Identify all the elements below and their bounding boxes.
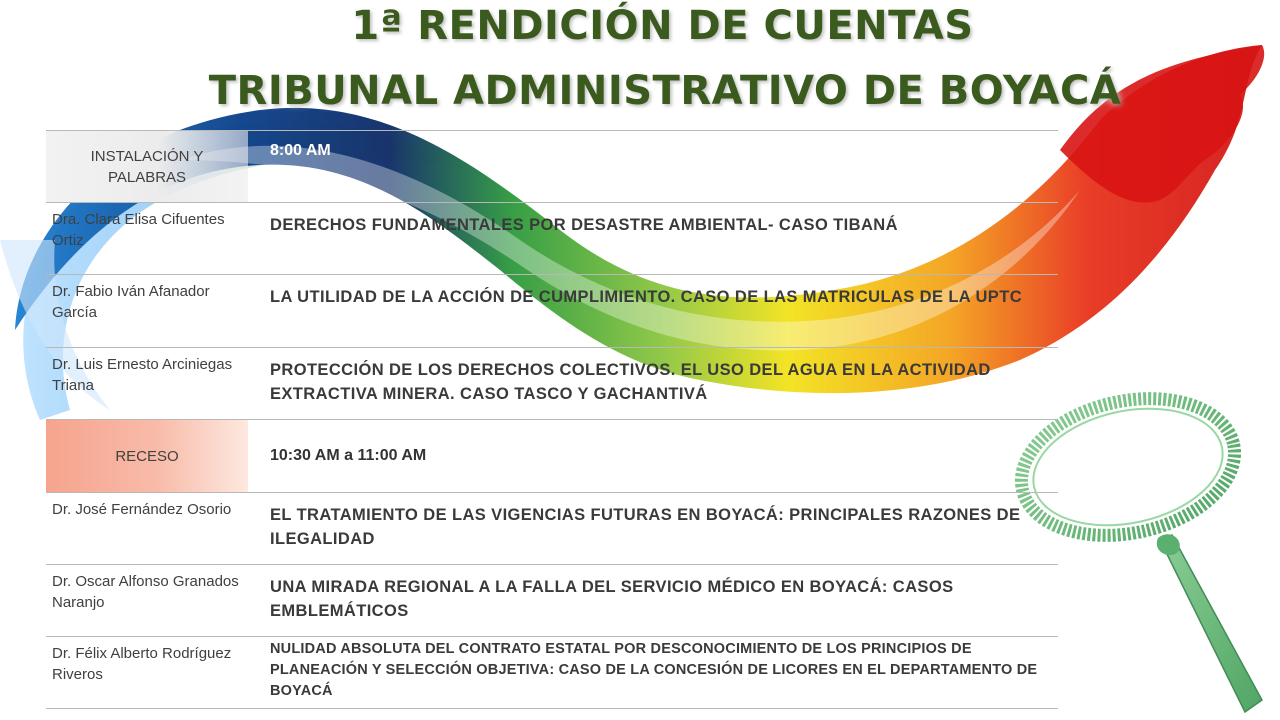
talk-title: NULIDAD ABSOLUTA DEL CONTRATO ESTATAL POR DESCONOCIMIENTO DE LOS PRINCIPIOS DE PLANEACIÓN Y SELECCIÓN OBJETIVA: CASO DE LA CONCESIÓN DE LICORES EN EL DEPARTAMENTO DE BOYACÁ: [270, 641, 1038, 699]
speaker-name: Dr. José Fernández Osorio: [52, 501, 232, 518]
agenda-row-speaker: [46, 347, 1058, 419]
session-label: INSTALACIÓN Y PALABRAS: [46, 131, 248, 202]
agenda-row-speaker: [46, 636, 1058, 709]
talk-title: EL TRATAMIENTO DE LAS VIGENCIAS FUTURAS EN BOYACÁ: PRINCIPALES RAZONES DE ILEGALIDAD: [270, 506, 1021, 548]
page-title-line2: TRIBUNAL ADMINISTRATIVO DE BOYACÁ: [208, 68, 1122, 114]
agenda-row-recess: [46, 419, 1058, 492]
agenda-row-installation: [46, 130, 1058, 202]
page-title-line1: 1ª RENDICIÓN DE CUENTAS: [351, 3, 974, 49]
speaker-name: Dra. Clara Elisa Cifuentes Ortiz: [52, 211, 225, 249]
talk-title: PROTECCIÓN DE LOS DERECHOS COLECTIVOS. EL USO DEL AGUA EN LA ACTIVIDAD EXTRACTIVA MINERA. CASO TASCO Y GACHANTIVÁ: [270, 361, 991, 403]
agenda-row-speaker: [46, 492, 1058, 564]
speaker-name: Dr. Oscar Alfonso Granados Naranjo: [52, 573, 239, 611]
talk-title: LA UTILIDAD DE LA ACCIÓN DE CUMPLIMIENTO. CASO DE LAS MATRICULAS DE LA UPTC: [270, 288, 1023, 306]
agenda-row-speaker: [46, 274, 1058, 347]
agenda-table: [46, 130, 1058, 709]
recess-label: RECESO: [46, 420, 248, 492]
talk-title: UNA MIRADA REGIONAL A LA FALLA DEL SERVICIO MÉDICO EN BOYACÁ: CASOS EMBLEMÁTICOS: [270, 578, 954, 620]
session-time: 8:00 AM: [270, 142, 331, 159]
speaker-name: Dr. Félix Alberto Rodríguez Riveros: [52, 645, 232, 683]
recess-time: 10:30 AM a 11:00 AM: [270, 447, 427, 464]
speaker-name: Dr. Luis Ernesto Arciniegas Triana: [52, 356, 233, 394]
agenda-row-speaker: [46, 564, 1058, 636]
agenda-row-speaker: [46, 202, 1058, 274]
talk-title: DERECHOS FUNDAMENTALES POR DESASTRE AMBIENTAL- CASO TIBANÁ: [270, 216, 898, 234]
speaker-name: Dr. Fabio Iván Afanador García: [52, 283, 210, 321]
